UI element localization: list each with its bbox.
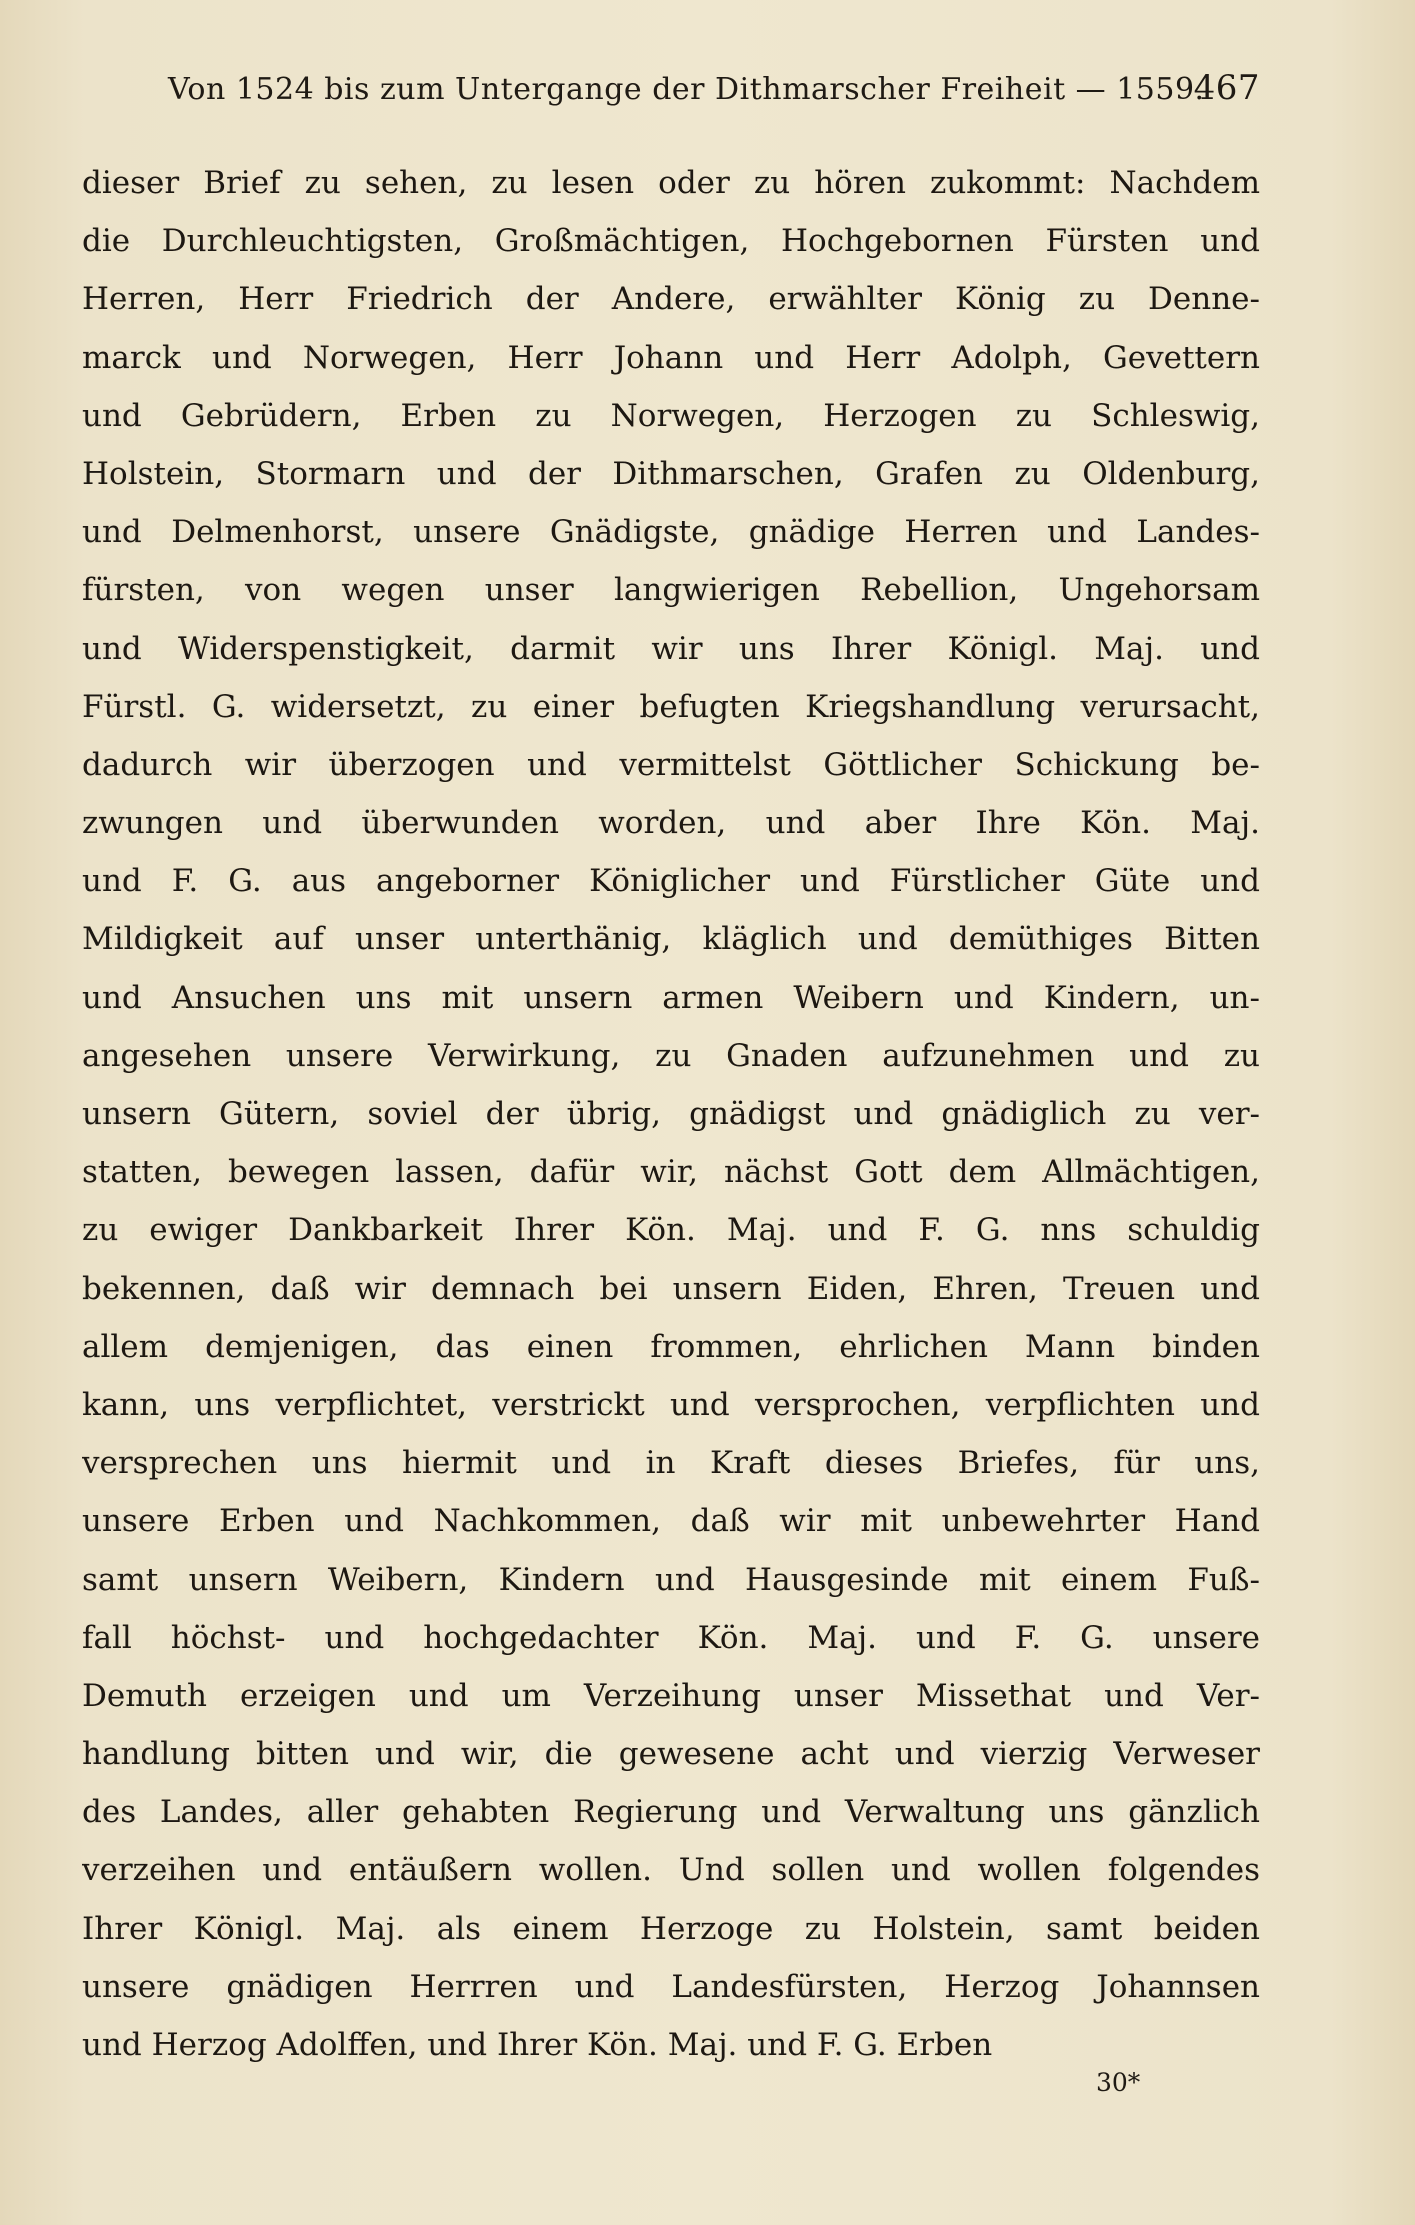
text-line: und Herzog Adolffen, und Ihrer Kön. Maj. und F. G. Erben [82,2027,993,2063]
text-line: marck und Norwegen, Herr Johann und Herr Adolph, Gevettern [82,339,1260,376]
text-line: und Delmenhorst, unsere Gnädigste, gnädige Herren und Landes- [82,514,1260,551]
text-line: Mildigkeit auf unser unterthänig, kläglich und demüthiges Bitten [82,921,1260,958]
running-head-title: Von 1524 bis zum Untergange der Dithmarscher Freiheit — 1559. [168,72,1205,107]
text-line: zu ewiger Dankbarkeit Ihrer Kön. Maj. und F. G. nns schuldig [82,1212,1260,1249]
text-line: handlung bitten und wir, die gewesene acht und vierzig Verweser [82,1736,1260,1773]
text-line: unsern Gütern, soviel der übrig, gnädigst und gnädiglich zu ver- [82,1096,1260,1132]
text-line: des Landes, aller gehabten Regierung und Verwaltung uns gänzlich [82,1794,1260,1831]
text-line: dieser Brief zu sehen, zu lesen oder zu hören zukommt: Nachdem [82,165,1260,201]
signature-mark: 30* [1096,2068,1141,2097]
text-line: verzeihen und entäußern wollen. Und sollen und wollen folgendes [82,1852,1260,1889]
text-line: unsere gnädigen Herrren und Landesfürsten, Herzog Johannsen [82,1968,1260,2005]
text-line: fall höchst- und hochgedachter Kön. Maj. und F. G. unsere [82,1619,1260,1656]
text-line: samt unsern Weibern, Kindern und Hausgesinde mit einem Fuß- [82,1561,1260,1598]
text-line: kann, uns verpflichtet, verstrickt und versprochen, verpflichten und [82,1386,1260,1423]
text-line: und Widerspenstigkeit, darmit wir uns Ihrer Königl. Maj. und [82,630,1260,667]
text-line: und Ansuchen uns mit unsern armen Weibern und Kindern, un- [82,979,1260,1016]
text-line: unsere Erben und Nachkommen, daß wir mit unbewehrter Hand [82,1503,1260,1540]
text-line: angesehen unsere Verwirkung, zu Gnaden aufzunehmen und zu [82,1037,1260,1074]
text-line: fürsten, von wegen unser langwierigen Rebellion, Ungehorsam [82,572,1260,609]
page-number: 467 [1193,68,1260,108]
running-head [168,62,1260,118]
text-line: Fürstl. G. widersetzt, zu einer befugten Kriegshandlung verursacht, [82,688,1260,725]
text-line: dadurch wir überzogen und vermittelst Göttlicher Schickung be- [82,746,1260,783]
text-line: allem demjenigen, das einen frommen, ehrlichen Mann binden [82,1328,1260,1365]
body-text [82,154,1260,2074]
text-line: die Durchleuchtigsten, Großmächtigen, Hochgebornen Fürsten und [82,223,1260,260]
text-line: zwungen und überwunden worden, und aber Ihre Kön. Maj. [82,805,1260,842]
text-line: versprechen uns hiermit und in Kraft dieses Briefes, für uns, [82,1445,1260,1482]
text-line: und Gebrüdern, Erben zu Norwegen, Herzogen zu Schleswig, [82,397,1260,434]
text-line: statten, bewegen lassen, dafür wir, nächst Gott dem Allmächtigen, [82,1154,1260,1191]
text-line: Ihrer Königl. Maj. als einem Herzoge zu Holstein, samt beiden [82,1910,1260,1947]
text-line: Demuth erzeigen und um Verzeihung unser Missethat und Ver- [82,1677,1260,1714]
text-line: Holstein, Stormarn und der Dithmarschen, Grafen zu Oldenburg, [82,455,1260,492]
text-line: Herren, Herr Friedrich der Andere, erwählter König zu Denne- [82,281,1260,318]
text-line: und F. G. aus angeborner Königlicher und Fürstlicher Güte und [82,863,1260,900]
text-line: bekennen, daß wir demnach bei unsern Eiden, Ehren, Treuen und [82,1270,1260,1307]
